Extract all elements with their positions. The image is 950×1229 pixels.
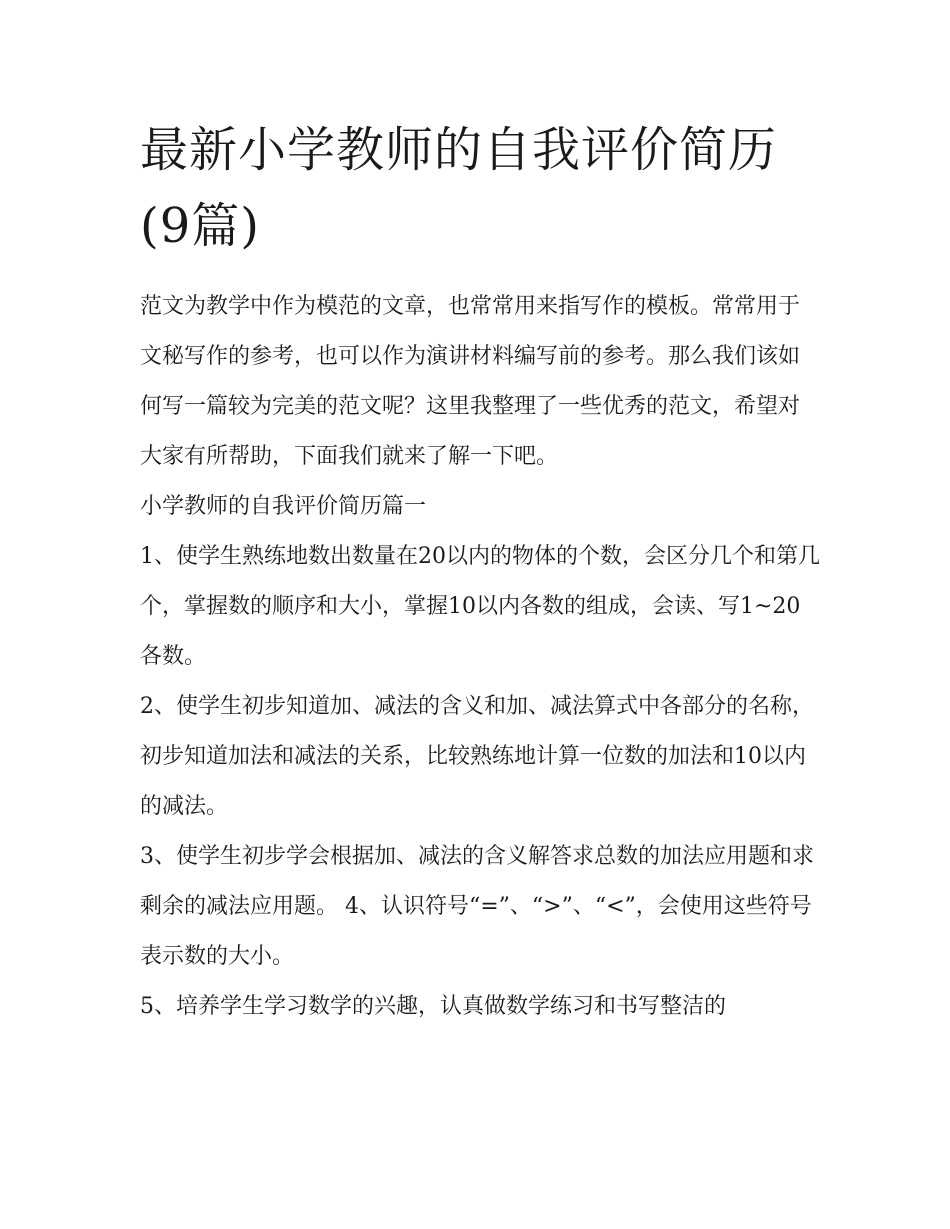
list-item-5: 5、培养学生学习数学的兴趣，认真做数学练习和书写整洁的 <box>140 994 726 1019</box>
list-item-1: 1、使学生熟练地数出数量在20以内的物体的个数，会区分几个和第几个，掌握数的顺序和大小，掌握10以内各数的组成，会读、写1~20各数。 <box>140 544 820 669</box>
document-page <box>140 112 820 1032</box>
section-heading: 小学教师的自我评价简历篇一 <box>140 494 427 519</box>
list-item-2: 2、使学生初步知道加、减法的含义和加、减法算式中各部分的名称，初步知道加法和减法的关系，比较熟练地计算一位数的加法和10以内的减法。 <box>140 694 814 819</box>
intro-paragraph: 范文为教学中作为模范的文章，也常常用来指写作的模板。常常用于文秘写作的参考，也可以作为演讲材料编写前的参考。那么我们该如何写一篇较为完美的范文呢？这里我整理了一些优秀的范文，希望对大家有所帮助，下面我们就来了解一下吧。 <box>140 294 801 469</box>
list-item-3-4: 3、使学生初步学会根据加、减法的含义解答求总数的加法应用题和求剩余的减法应用题。 4、认识符号“=”、“>”、“<”，会使用这些符号表示数的大小。 <box>140 844 814 969</box>
document-title: 最新小学教师的自我评价简历(9篇) <box>140 122 778 254</box>
